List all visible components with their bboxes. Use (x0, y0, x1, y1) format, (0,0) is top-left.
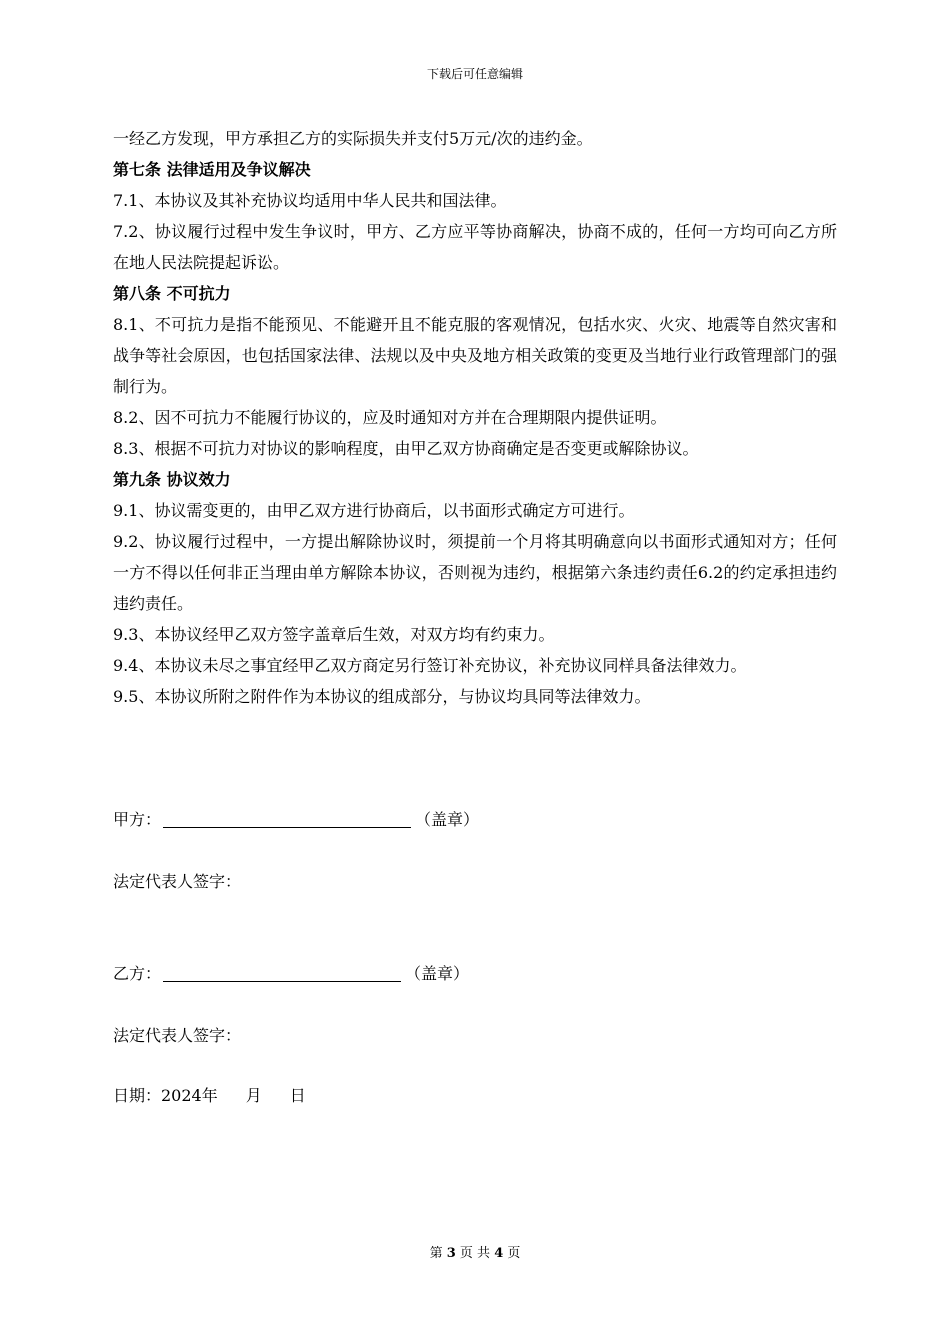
clause-7-2: 7.2、协议履行过程中发生争议时，甲方、乙方应平等协商解决，协商不成的，任何一方均可向乙方所在地人民法院提起诉讼。 (113, 222, 837, 272)
section-heading-9: 第九条 协议效力 (113, 470, 231, 489)
representative-a-row (113, 870, 241, 894)
clause-9-1: 9.1、协议需变更的，由甲乙双方进行协商后，以书面形式确定方可进行。 (113, 501, 635, 520)
clause-8-3: 8.3、根据不可抗力对协议的影响程度，由甲乙双方协商确定是否变更或解除协议。 (113, 439, 699, 458)
party-a-seal-label: （盖章） (415, 810, 480, 829)
day-label: 日 (289, 1086, 306, 1105)
party-a-label: 甲方： (113, 810, 162, 829)
document-body (113, 123, 837, 712)
date-label: 日期：2024年 (113, 1086, 218, 1105)
paragraph: 一经乙方发现，甲方承担乙方的实际损失并支付5万元/次的违约金。 (113, 129, 593, 148)
party-a-row (113, 808, 479, 832)
current-page-number: 3 (446, 1246, 456, 1261)
footer-prefix: 第 (429, 1246, 443, 1261)
representative-b-label: 法定代表人签字： (113, 1026, 242, 1045)
date-row (113, 1084, 306, 1108)
clause-7-1: 7.1、本协议及其补充协议均适用中华人民共和国法律。 (113, 191, 507, 210)
section-heading-8: 第八条 不可抗力 (113, 284, 231, 303)
party-a-signature-line[interactable] (163, 811, 411, 828)
section-heading-7: 第七条 法律适用及争议解决 (113, 160, 311, 179)
clause-9-4: 9.4、本协议未尽之事宜经甲乙双方商定另行签订补充协议，补充协议同样具备法律效力。 (113, 656, 747, 675)
total-page-count: 4 (494, 1246, 504, 1261)
page-footer (0, 1246, 950, 1262)
party-b-seal-label: （盖章） (405, 964, 470, 983)
footer-middle: 页 共 (459, 1246, 491, 1261)
clause-8-1: 8.1、不可抗力是指不能预见、不能避开且不能克服的客观情况，包括水灾、火灾、地震等自然灾害和战争等社会原因，也包括国家法律、法规以及中央及地方相关政策的变更及当地行业行政管理部门的强制行为。 (113, 315, 837, 396)
clause-9-2: 9.2、协议履行过程中，一方提出解除协议时，须提前一个月将其明确意向以书面形式通知对方；任何一方不得以任何非正当理由单方解除本协议，否则视为违约，根据第六条违约责任6.2的约定承担违约违约责任。 (113, 532, 837, 613)
clause-9-3: 9.3、本协议经甲乙双方签字盖章后生效，对双方均有约束力。 (113, 625, 555, 644)
representative-b-row (113, 1024, 241, 1048)
month-label: 月 (245, 1086, 262, 1105)
party-b-row (113, 962, 469, 986)
party-b-label: 乙方： (113, 964, 162, 983)
party-b-signature-line[interactable] (163, 965, 401, 982)
clause-8-2: 8.2、因不可抗力不能履行协议的，应及时通知对方并在合理期限内提供证明。 (113, 408, 667, 427)
footer-suffix: 页 (507, 1246, 521, 1261)
representative-a-label: 法定代表人签字： (113, 872, 242, 891)
clause-9-5: 9.5、本协议所附之附件作为本协议的组成部分，与协议均具同等法律效力。 (113, 687, 651, 706)
page-header: 下载后可任意编辑 (426, 67, 523, 81)
